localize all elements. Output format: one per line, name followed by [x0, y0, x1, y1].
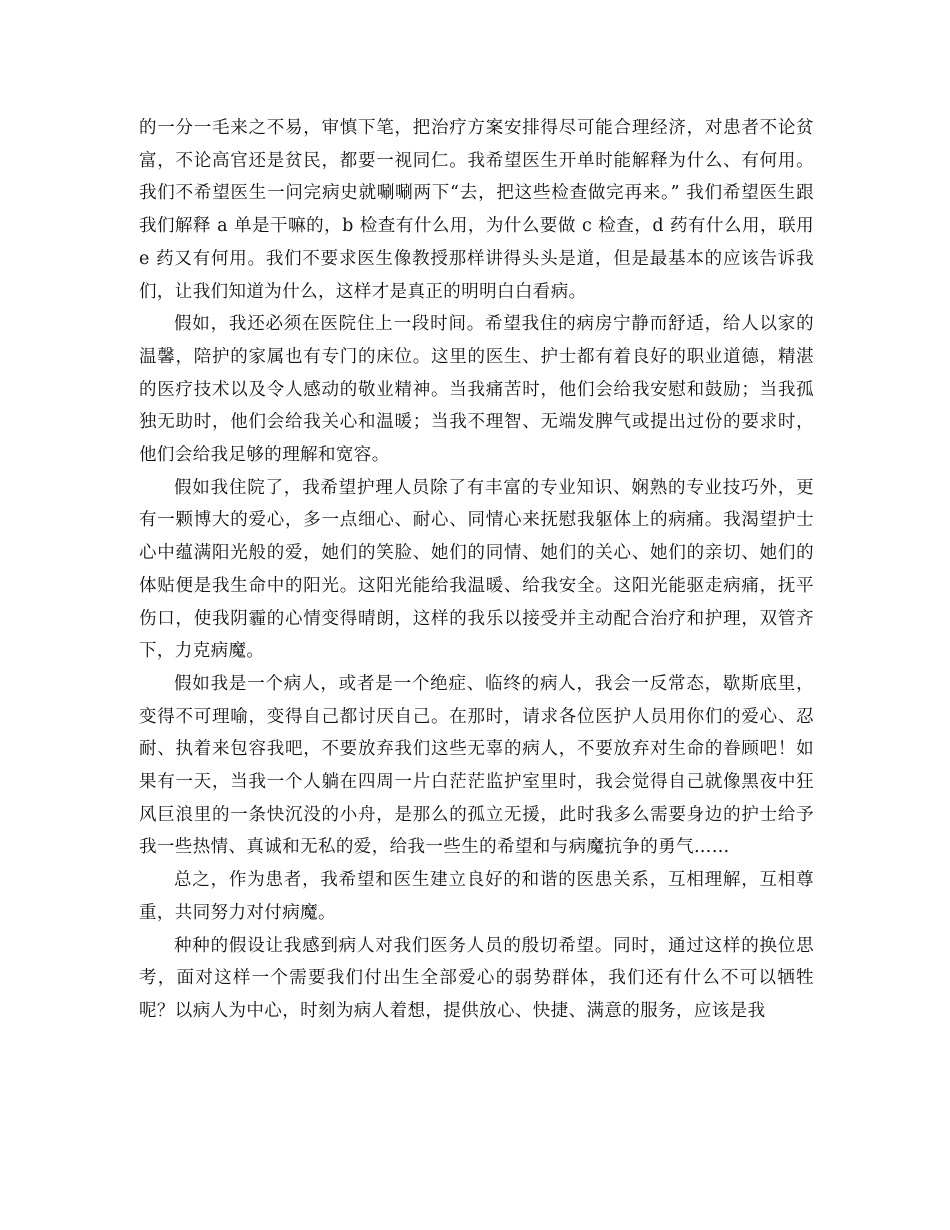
paragraph: 假如我是一个病人，或者是一个绝症、临终的病人，我会一反常态，歇斯底里，变得不可理喻，变得自己都讨厌自己。在那时，请求各位医护人员用你们的爱心、忍耐、执着来包容我吧，不要放弃我们这些无辜的病人，不要放弃对生命的眷顾吧！如果有一天，当我一个人躺在四周一片白茫茫监护室里时，我会觉得自己就像黑夜中狂风巨浪里的一条快沉没的小舟，是那么的孤立无援，此时我多么需要身边的护士给予我一些热情、真诚和无私的爱，给我一些生的希望和与病魔抗争的勇气…… — [139, 673, 814, 858]
paragraph: 种种的假设让我感到病人对我们医务人员的殷切希望。同时，通过这样的换位思考，面对这样一个需要我们付出生全部爱心的弱势群体，我们还有什么不可以牺牲呢？以病人为中心，时刻为病人着想，提供放心、快捷、满意的服务，应该是我 — [139, 935, 814, 1021]
paragraph: 总之，作为患者，我希望和医生建立良好的和谐的医患关系，互相理解，互相尊重，共同努力对付病魔。 — [139, 870, 814, 923]
paragraph: 假如我住院了，我希望护理人员除了有丰富的专业知识、娴熟的专业技巧外，更有一颗博大的爱心，多一点细心、耐心、同情心来抚慰我躯体上的病痛。我渴望护士心中蕴满阳光般的爱，她们的笑脸、她们的同情、她们的关心、她们的亲切、她们的体贴便是我生命中的阳光。这阳光能给我温暖、给我安全。这阳光能驱走病痛，抚平伤口，使我阴霾的心情变得晴朗，这样的我乐以接受并主动配合治疗和护理，双管齐下，力克病魔。 — [139, 477, 814, 662]
paragraph: 假如，我还必须在医院住上一段时间。希望我住的病房宁静而舒适，给人以家的温馨，陪护的家属也有专门的床位。这里的医生、护士都有着良好的职业道德，精湛的医疗技术以及令人感动的敬业精神。当我痛苦时，他们会给我安慰和鼓励；当我孤独无助时，他们会给我关心和温暖；当我不理智、无端发脾气或提出过份的要求时，他们会给我足够的理解和宽容。 — [139, 314, 814, 466]
document-body — [139, 112, 814, 1028]
paragraph-continued: 的一分一毛来之不易，审慎下笔，把治疗方案安排得尽可能合理经济，对患者不论贫富，不论高官还是贫民，都要一视同仁。我希望医生开单时能解释为什么、有何用。我们不希望医生一问完病史就唰唰两下“去，把这些检查做完再来。” 我们希望医生跟我们解释 a 单是干嘛的，b 检查有什么用，为什么要做 c 检查，d 药有什么用，联用 e 药又有何用。我们不要求医生像教授那样讲得头头是道，但是最基本的应该告诉我们，让我们知道为什么，这样才是真正的明明白白看病。 — [139, 118, 814, 302]
